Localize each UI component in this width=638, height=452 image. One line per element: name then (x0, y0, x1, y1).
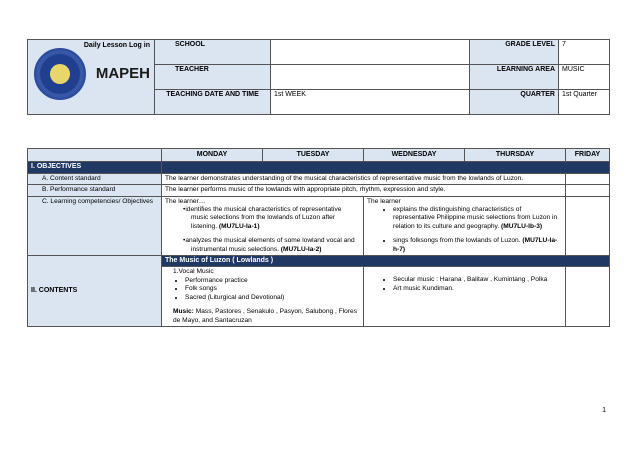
quarter-value: 1st Quarter (559, 90, 610, 115)
vocal-music-label: 1.Vocal Music (173, 268, 214, 276)
grade-label: GRADE LEVEL (470, 40, 559, 65)
page-number: 1 (602, 407, 606, 414)
dll-title: Daily Lesson Log in (83, 42, 150, 49)
col2-item2-text: sings folksongs from the lowlands of Luzon. (393, 237, 521, 245)
contents-title: II. CONTENTS (28, 256, 162, 327)
vocal-item: • Performance practice (185, 277, 360, 285)
teacher-label: TEACHER (155, 65, 271, 90)
day-wednesday: WEDNESDAY (364, 149, 465, 162)
col2-code1: (MU7LU-Ib-3) (501, 222, 543, 230)
area-value: MUSIC (559, 65, 610, 90)
header-table (27, 39, 610, 115)
music-examples (165, 308, 360, 325)
contents-friday (566, 267, 610, 326)
day-thursday: THURSDAY (465, 149, 566, 162)
performance-friday (566, 185, 610, 196)
content-standard-label: A. Content standard (28, 173, 162, 184)
music-label: Music: (173, 308, 194, 316)
vocal-item: • Folk songs (185, 285, 360, 293)
col1-code1: (MU7LU-Ia-1) (218, 222, 260, 230)
content-friday (566, 173, 610, 184)
col1-intro: The learner… (165, 197, 206, 205)
col1-item1-text: identifies the musical characteristics of representative music selections from the lowlands of Luzon after listening. (185, 206, 342, 230)
quarter-label: QUARTER (470, 90, 559, 115)
art-music-item: • Art music Kundiman. (393, 285, 562, 293)
performance-standard-label: B. Performance standard (28, 185, 162, 196)
col2-item1 (393, 206, 562, 231)
date-value-text: 1st WEEK (274, 91, 306, 98)
corner-cell (28, 149, 162, 162)
contents-heading: The Music of Luzon ( Lowlands ) (162, 256, 610, 267)
col2-item1-text: explains the distinguishing characteristics of representative Philippine music selections from Luzon in relation to its culture and geography. (393, 206, 558, 230)
col1-code2: (MU7LU-Ia-2) (280, 245, 322, 253)
competencies-label: C. Learning competencies/ Objectives (28, 196, 162, 255)
col2-item2 (393, 237, 562, 254)
date-label: TEACHING DATE AND TIME (155, 90, 271, 115)
brand-cell (28, 40, 155, 115)
grade-value: 7 (559, 40, 610, 65)
contents-col1 (162, 267, 364, 326)
day-monday: MONDAY (162, 149, 263, 162)
day-friday: FRIDAY (566, 149, 610, 162)
objectives-bar (162, 162, 610, 173)
col2-code2: (MU7LU-Ia-h-7) (393, 237, 558, 253)
secular-music-item: • Secular music : Harana , Balitaw , Kumintang , Polka (393, 276, 562, 284)
school-value (271, 40, 470, 65)
content-standard-text: The learner demonstrates understanding of the musical characteristics of representative music from the lowlands of Luzon. (162, 173, 566, 184)
col2-intro: The learner (367, 197, 401, 205)
col1-item2: •analyzes the musical elements of some lowland vocal and instrumental music selections. (MU7LU-Ia-2) (183, 237, 355, 253)
performance-standard-text: The learner performs music of the lowlands with appropriate pitch, rhythm, expression and style. (162, 185, 566, 196)
subject-title: MAPEH (95, 65, 150, 82)
lesson-table (27, 148, 610, 327)
competencies-col2 (364, 196, 566, 255)
contents-col2 (364, 267, 566, 326)
teacher-value (271, 65, 470, 90)
date-value (271, 90, 470, 115)
competencies-friday (566, 196, 610, 255)
vocal-item: • Sacred (Liturgical and Devotional) (185, 294, 360, 302)
col1-item2-text: analyzes the musical elements of some lowland vocal and instrumental music selections. (185, 237, 355, 253)
col1-item1: •identifies the musical characteristics of representative music selections from the lowlands of Luzon after listening. (MU7LU-Ia-1) (183, 206, 342, 230)
deped-seal-icon (34, 48, 86, 100)
day-tuesday: TUESDAY (263, 149, 364, 162)
music-text: Mass, Pastores , Senakulo , Pasyon, Salubong , Flores de Mayo, and Santacruzan (173, 308, 357, 324)
competencies-col1 (162, 196, 364, 255)
area-label: LEARNING AREA (470, 65, 559, 90)
school-label: SCHOOL (155, 40, 271, 65)
objectives-title: I. OBJECTIVES (28, 162, 162, 173)
